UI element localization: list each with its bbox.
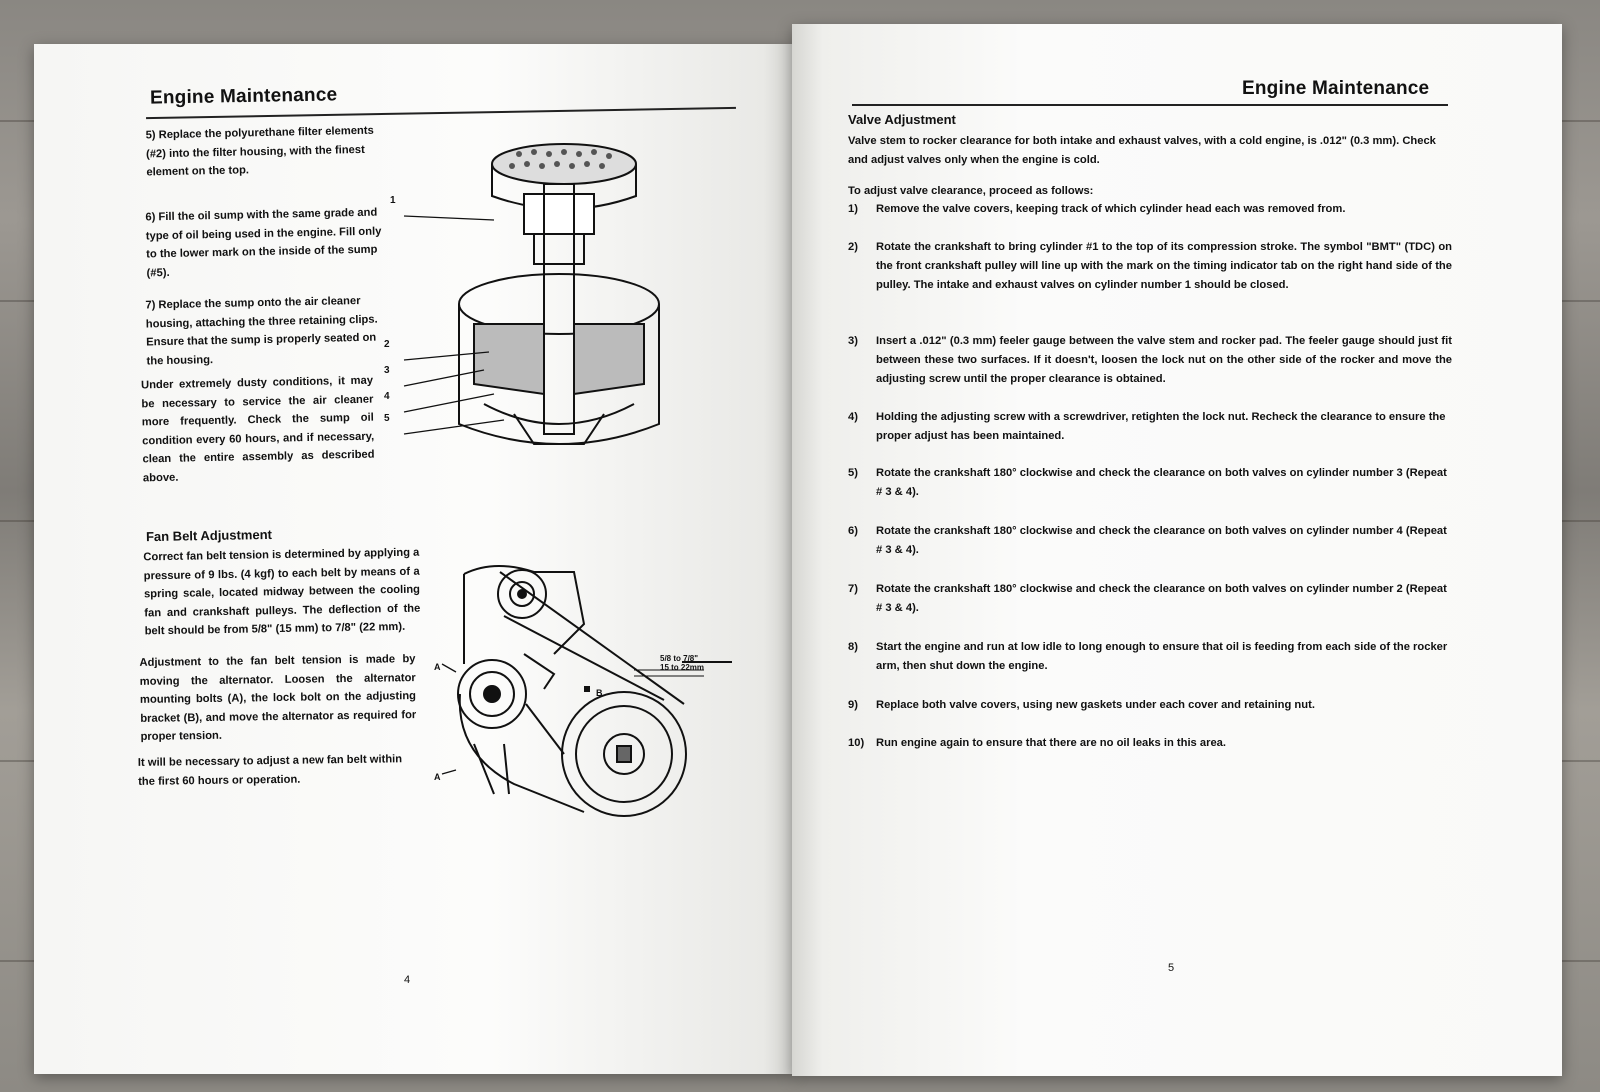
step-number: 7) [848,583,858,595]
callout-4: 4 [384,391,390,402]
step-number: 4) [848,411,858,423]
header-rule [146,107,736,119]
step-text: Run engine again to ensure that there are no oil leaks in this area. [876,737,1227,749]
header-rule [852,104,1448,106]
page-number-right: 5 [1168,962,1175,974]
step-text: Remove the valve covers, keeping track of which cylinder head each was removed from. [876,203,1346,215]
deflection-label-mm: 15 to 22mm [660,663,705,672]
dusty-conditions-note: Under extremely dusty conditions, it may be necessary to service the air cleaner more frequently. Check the sump oil condition every 60 hours, and if necessary, clean the entire assembly as described above. [140,374,375,484]
valve-step-7 [848,580,1452,620]
step-text: Rotate the crankshaft 180° clockwise and check the clearance on both valves on cylinder number 2 (Repeat # 3 & 4). [876,583,1447,614]
step-text: Rotate the crankshaft 180° clockwise and check the clearance on both valves on cylinder number 3 (Repeat # 3 & 4). [876,467,1447,498]
step-text: Insert a .012" (0.3 mm) feeler gauge between the valve stem and rocker pad. The feeler gauge should just fit between these two surfaces. If it doesn't, loosen the lock nut on the other side of the rocker and move the adjusting screw until the proper clearance is obtained. [876,335,1452,385]
fan-belt-paragraph-1: Correct fan belt tension is determined by applying a pressure of 9 lbs. (4 kgf) to each belt by means of a spring scale, located midway between the cooling fan and crankshaft pulleys. The deflection of the belt should be from 5/8" (15 mm) to 7/8" (22 mm). [143,546,421,638]
callout-5: 5 [384,413,390,424]
fan-belt-paragraph-2: Adjustment to the fan belt tension is made by moving the alternator. Loosen the alternator mounting bolts (A), the lock bolt on the adjusting bracket (B), and move the alternator as required for proper tension. [139,653,417,743]
step-number: 1) [848,203,858,215]
valve-step-10 [848,734,1452,756]
valve-step-9 [848,696,1452,718]
callout-2: 2 [384,339,390,350]
valve-step-4 [848,408,1452,448]
valve-step-1 [848,200,1452,236]
valve-step-6 [848,522,1452,562]
right-page [792,24,1562,1076]
callout-1: 1 [390,195,396,206]
step-text: Holding the adjusting screw with a screwdriver, retighten the lock nut. Recheck the clearance to ensure the proper adjust has been maintained. [876,411,1446,442]
left-page-header: Engine Maintenance [149,84,338,109]
label-b: B [596,688,603,698]
fan-belt-diagram [434,554,734,834]
left-page [34,44,794,1074]
step-number: 2) [848,241,858,253]
proceed-line: To adjust valve clearance, proceed as follows: [848,185,1094,197]
valve-adjustment-title: Valve Adjustment [848,112,956,127]
step-number: 8) [848,641,858,653]
valve-step-8 [848,638,1452,678]
step-5: 5) Replace the polyurethane filter elements (#2) into the filter housing, with the finest element on the top. [145,124,374,179]
valve-step-5 [848,464,1452,504]
valve-step-3 [848,332,1452,392]
valve-step-2 [848,238,1452,318]
step-text: Rotate the crankshaft to bring cylinder #1 to the top of its compression stroke. The symbol "BMT" (TDC) on the front crankshaft pulley will line up with the mark on the timing indicator tab on the right hand side of the pulley. The intake and exhaust valves on cylinder number 1 should be closed. [876,241,1452,291]
fan-belt-paragraph-3: It will be necessary to adjust a new fan belt within the first 60 hours or operation. [137,753,403,788]
step-number: 5) [848,467,858,479]
step-number: 3) [848,335,858,347]
right-page-header: Engine Maintenance [1242,78,1430,99]
step-number: 10) [848,737,865,749]
valve-intro: Valve stem to rocker clearance for both intake and exhaust valves, with a cold engine, is .012" (0.3 mm). Check and adjust valves only when the engine is cold. [848,135,1436,166]
deflection-label-in: 5/8 to 7/8" [660,654,699,663]
step-text: Rotate the crankshaft 180° clockwise and check the clearance on both valves on cylinder number 4 (Repeat # 3 & 4). [876,525,1447,556]
step-number: 9) [848,699,858,711]
air-cleaner-cutaway-illustration [394,124,664,474]
step-6: 6) Fill the oil sump with the same grade and type of oil being used in the engine. Fill only to the lower mark on the inside of the sump (#5). [145,206,382,279]
step-7: 7) Replace the sump onto the air cleaner housing, attaching the three retaining clips. Ensure that the sump is properly seated on the housing. [145,294,378,367]
label-a-top: A [434,662,441,672]
step-text: Start the engine and run at low idle to long enough to ensure that oil is feeding from each side of the rocker arm, then shut down the engine. [876,641,1448,672]
label-a-bottom: A [434,772,441,782]
step-text: Replace both valve covers, using new gaskets under each cover and retaining nut. [876,699,1315,711]
step-number: 6) [848,525,858,537]
fan-belt-title: Fan Belt Adjustment [145,526,273,545]
open-booklet [28,22,1568,1082]
callout-3: 3 [384,365,390,376]
page-number-left: 4 [404,974,411,986]
